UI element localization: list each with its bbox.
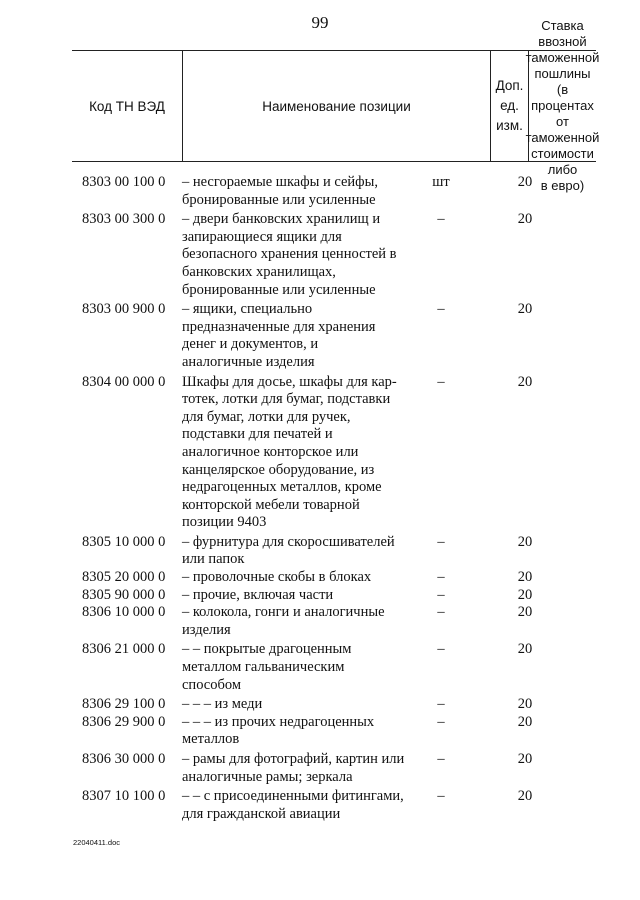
- row-rate: 20: [517, 211, 533, 228]
- row-rate: 20: [517, 751, 533, 767]
- header-name-label: Наименование позиции: [262, 98, 411, 114]
- row-unit: –: [437, 788, 445, 805]
- row-unit: –: [437, 569, 445, 586]
- row-unit: –: [437, 751, 445, 767]
- row-rate: 20: [517, 301, 533, 318]
- row-code: 8305 10 000 0: [82, 533, 166, 550]
- table-row: [0, 534, 640, 569]
- header-rate-label: Ставка ввозной таможенной пошлины (в процентах от таможенной стоимости либо в евро): [525, 18, 600, 193]
- row-unit: –: [437, 586, 445, 603]
- footer-filename: 22040411.doc: [73, 838, 120, 847]
- row-code: 8306 29 900 0: [82, 713, 166, 730]
- table-row: [0, 569, 640, 587]
- table-row: [0, 587, 640, 605]
- row-unit: –: [437, 696, 445, 713]
- row-rate: 20: [517, 641, 533, 658]
- row-name: Шкафы для досье, шкафы для кар- тотек, лотки для бумаг, подставки для бумаг, лотки для ручек, подставки для печатей и аналогичное конторское или канцелярское оборудование, из недрагоценных металлов, кроме конторской мебели товарной позиции 9403: [182, 373, 397, 531]
- row-unit: –: [437, 211, 445, 228]
- row-code: 8303 00 100 0: [82, 174, 166, 190]
- row-rate: 20: [517, 569, 533, 586]
- row-rate: 20: [517, 696, 533, 713]
- row-unit: –: [437, 373, 445, 390]
- row-name: – проволочные скобы в блоках: [182, 569, 372, 586]
- table-row: [0, 641, 640, 694]
- row-code: 8303 00 300 0: [82, 211, 166, 228]
- row-unit: –: [437, 301, 445, 318]
- row-name: – ящики, специально предназначенные для хранения денег и документов, и аналогичные изделия: [182, 301, 376, 370]
- header-unit: [491, 51, 529, 161]
- row-name: – двери банковских хранилищ и запирающиеся ящики для безопасного хранения ценностей в банковских хранилищах, бронированные или усиленные: [182, 211, 397, 298]
- row-rate: 20: [517, 604, 533, 621]
- row-name: – фурнитура для скоросшивателей или папок: [182, 533, 395, 568]
- table-row: [0, 714, 640, 749]
- row-rate: 20: [517, 586, 533, 603]
- row-name: – – – из меди: [182, 696, 263, 713]
- row-name: – колокола, гонги и аналогичные изделия: [182, 604, 385, 638]
- row-name: – – покрытые драгоценным металлом гальваническим способом: [182, 641, 352, 693]
- row-name: – – – из прочих недрагоценных металлов: [182, 713, 375, 748]
- header-unit-label: Доп. ед. изм.: [495, 78, 524, 133]
- row-code: 8307 10 100 0: [82, 788, 166, 805]
- table-row: [0, 604, 640, 639]
- table-row: [0, 696, 640, 714]
- row-rate: 20: [517, 713, 533, 730]
- table-row: [0, 374, 640, 532]
- row-name: – рамы для фотографий, картин или аналогичные рамы; зеркала: [182, 751, 405, 785]
- row-unit: –: [437, 641, 445, 658]
- table-body: [0, 174, 640, 823]
- row-rate: 20: [517, 373, 533, 390]
- row-rate: 20: [517, 788, 533, 805]
- table-row: [0, 751, 640, 786]
- row-code: 8306 10 000 0: [82, 604, 166, 621]
- row-code: 8305 20 000 0: [82, 569, 166, 586]
- row-rate: 20: [517, 533, 533, 550]
- table-row: [0, 174, 640, 209]
- table-row: [0, 788, 640, 823]
- page-number: 99: [311, 13, 329, 32]
- row-name: – прочие, включая части: [182, 586, 334, 603]
- row-code: 8306 21 000 0: [82, 641, 166, 658]
- header-code-label: Код ТН ВЭД: [89, 98, 165, 114]
- row-name: – несгораемые шкафы и сейфы, бронированные или усиленные: [182, 174, 378, 208]
- row-unit: шт: [432, 174, 450, 190]
- row-unit: –: [437, 604, 445, 621]
- table-row: [0, 301, 640, 371]
- row-unit: –: [437, 533, 445, 550]
- row-code: 8304 00 000 0: [82, 373, 166, 390]
- row-code: 8305 90 000 0: [82, 586, 166, 603]
- row-code: 8303 00 900 0: [82, 301, 166, 318]
- row-code: 8306 30 000 0: [82, 751, 166, 767]
- table-row: [0, 211, 640, 299]
- header-code: [72, 51, 183, 161]
- header-name: [183, 51, 491, 161]
- row-rate: 20: [517, 174, 533, 190]
- row-code: 8306 29 100 0: [82, 696, 166, 713]
- row-name: – – с присоединенными фитингами, для гражданской авиации: [182, 788, 404, 822]
- row-unit: –: [437, 713, 445, 730]
